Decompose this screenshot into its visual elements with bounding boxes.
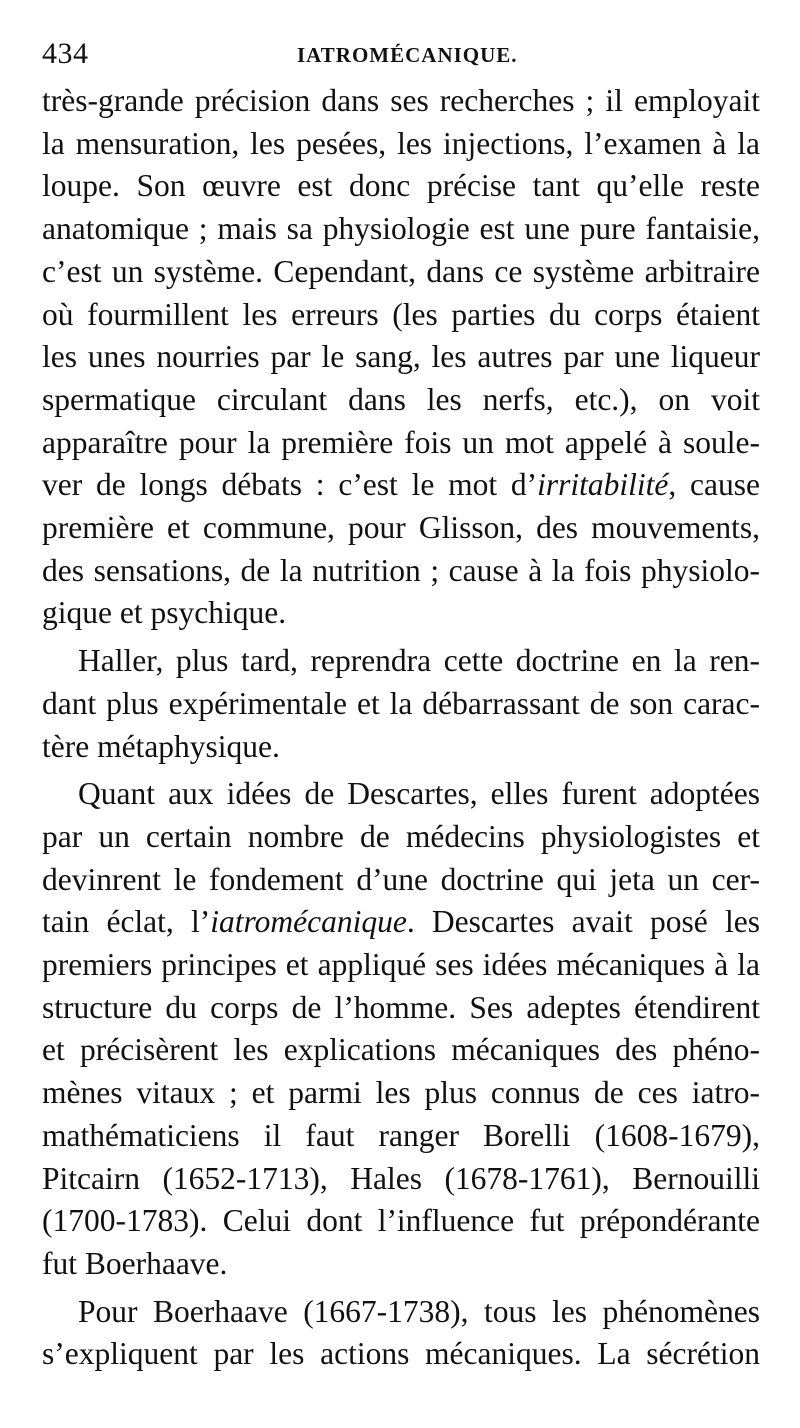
text-run: Pitcairn (1652-1713), Hales (1678-1761), Bernouilli [42, 1160, 760, 1196]
paragraph [42, 1291, 760, 1376]
page-number: 434 [42, 37, 89, 70]
text-line [42, 1072, 760, 1115]
text-run: les unes nourries par le sang, les autres par une liqueur [42, 339, 760, 375]
text-run: tain éclat, l’ [42, 904, 211, 940]
text-run: où fourmillent les erreurs (les parties du corps étaient [42, 296, 760, 332]
text-run: première et commune, pour Glisson, des mouvements, [42, 510, 760, 546]
text-run: structure du corps de l’homme. Ses adeptes étendirent [42, 989, 760, 1025]
running-title: IATROMÉCANIQUE. [297, 43, 518, 67]
text-line [42, 592, 760, 635]
text-run: Pour Boerhaave (1667-1738), tous les phénomènes [78, 1293, 760, 1329]
page-header [42, 36, 760, 72]
text-run: s’expliquent par les actions mécaniques. La sécrétion [42, 1336, 760, 1372]
text-run: très-grande précision dans ses recherches ; il employait [42, 83, 760, 118]
text-line [42, 208, 760, 251]
text-run: des sensations, de la nutrition ; cause à la fois physiolo- [42, 552, 760, 588]
text-line [42, 640, 760, 683]
text-run: et précisèrent les explications mécaniques des phéno- [42, 1032, 760, 1068]
text-line [42, 379, 760, 422]
text-line [42, 726, 760, 769]
text-line [42, 1200, 760, 1243]
text-line [42, 165, 760, 208]
text-line [42, 944, 760, 987]
italic-term: iatromécanique [210, 904, 407, 940]
text-line [42, 1029, 760, 1072]
text-line [42, 422, 760, 465]
text-line [42, 683, 760, 726]
text-line [42, 507, 760, 550]
text-run: gique et psychique. [42, 595, 287, 631]
text-line [42, 901, 760, 944]
text-run: fut Boerhaave. [42, 1245, 228, 1281]
text-line [42, 1243, 760, 1286]
text-run: mènes vitaux ; et parmi les plus connus de ces iatro- [42, 1075, 760, 1111]
text-line [42, 816, 760, 859]
body-text [42, 80, 760, 1376]
text-run: tère métaphysique. [42, 728, 280, 764]
paragraph [42, 640, 760, 768]
text-run: spermatique circulant dans les nerfs, etc.), on voit [42, 381, 760, 417]
text-line [42, 773, 760, 816]
text-run: , cause [668, 467, 760, 503]
text-run: c’est un système. Cependant, dans ce système arbitraire [42, 253, 760, 289]
text-run: apparaître pour la première fois un mot appelé à soule- [42, 424, 760, 460]
text-run: . Descartes avait posé les [406, 904, 760, 940]
text-line [42, 294, 760, 337]
text-line [42, 859, 760, 902]
text-run: mathématiciens il faut ranger Borelli (1608-1679), [42, 1117, 760, 1153]
text-run: devinrent le fondement d’une doctrine qui jeta un cer- [42, 861, 760, 897]
text-line [42, 1115, 760, 1158]
text-line [42, 1333, 760, 1376]
text-line [42, 336, 760, 379]
text-line [42, 550, 760, 593]
text-run: anatomique ; mais sa physiologie est une pure fantaisie, [42, 211, 760, 247]
text-line [42, 1158, 760, 1201]
paragraph [42, 773, 760, 1285]
paragraph [42, 80, 760, 635]
text-run: Quant aux idées de Descartes, elles furent adoptées [78, 776, 760, 812]
text-run: dant plus expérimentale et la débarrassant de son carac- [42, 685, 760, 721]
text-run: loupe. Son œuvre est donc précise tant qu’elle reste [42, 168, 760, 204]
text-run: (1700-1783). Celui dont l’influence fut prépondérante [42, 1203, 760, 1239]
text-run: premiers principes et appliqué ses idées mécaniques à la [42, 947, 760, 983]
text-line [42, 464, 760, 507]
text-line [42, 251, 760, 294]
text-line [42, 123, 760, 166]
text-run: par un certain nombre de médecins physiologistes et [42, 818, 760, 854]
text-line [42, 1291, 760, 1334]
text-run: la mensuration, les pesées, les injections, l’examen à la [42, 125, 760, 161]
text-run: Haller, plus tard, reprendra cette doctrine en la ren- [78, 643, 760, 679]
text-line [42, 80, 760, 123]
text-run: ver de longs débats : c’est le mot d’ [42, 467, 538, 503]
text-line [42, 987, 760, 1030]
italic-term: irritabilité [537, 467, 669, 503]
